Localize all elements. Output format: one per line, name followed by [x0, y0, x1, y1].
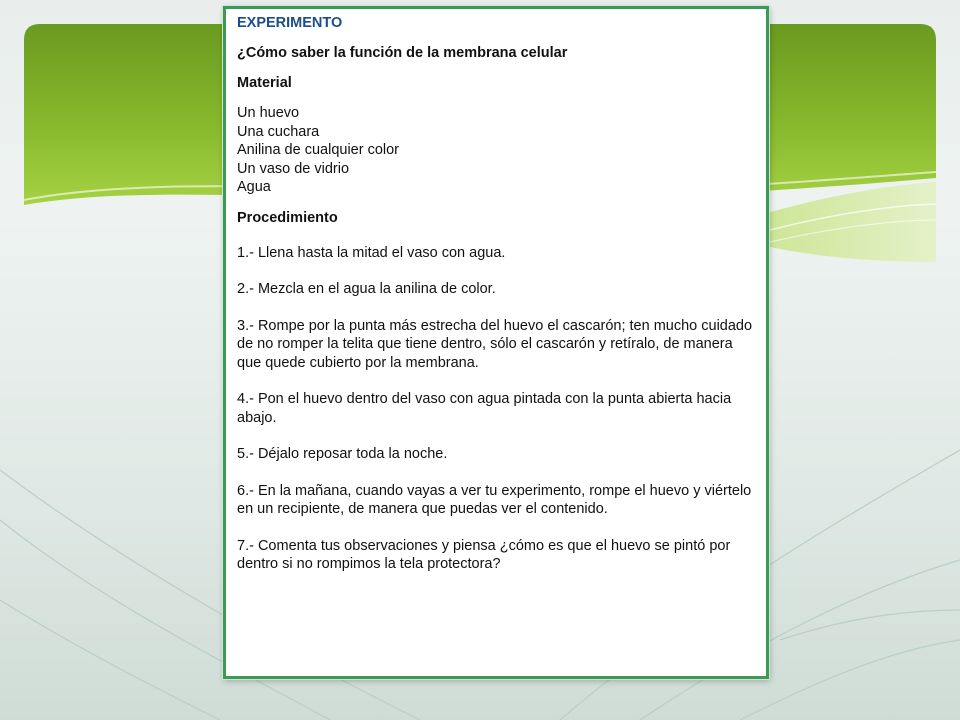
procedure-heading: Procedimiento [237, 209, 338, 226]
material-item: Anilina de cualquier color [237, 142, 400, 158]
document-title: EXPERIMENTO [237, 15, 343, 31]
procedure-step: 4.- Pon el huevo dentro del vaso con agua pintada con la punta abierta hacia abajo. [237, 391, 732, 426]
procedure-step: 5.- Déjalo reposar toda la noche. [237, 446, 448, 462]
procedure-step: 1.- Llena hasta la mitad el vaso con agua. [237, 244, 506, 261]
materials-heading: Material [237, 75, 292, 91]
document-question: ¿Cómo saber la función de la membrana celular [237, 45, 568, 61]
material-item: Un huevo [237, 105, 300, 121]
material-item: Un vaso de vidrio [237, 160, 350, 177]
light-swoosh [760, 182, 936, 262]
procedure-step: 7.- Comenta tus observaciones y piensa ¿cómo es que el huevo se pintó por dentro si no rompimos la tela protectora? [237, 537, 731, 572]
material-item: Una cuchara [237, 123, 320, 140]
procedure-step: 3.- Rompe por la punta más estrecha del huevo el cascarón; ten mucho cuidado de no romper la telita que tiene dentro, sólo el cascarón y retíralo, de manera que quede cubierto por la membrana. [237, 317, 753, 371]
procedure-step: 2.- Mezcla en el agua la anilina de color. [237, 281, 496, 297]
experiment-document [223, 6, 769, 679]
materials-list [237, 104, 756, 197]
procedure-step: 6.- En la mañana, cuando vayas a ver tu experimento, rompe el huevo y viértelo en un recipiente, de manera que puedas ver el contenido. [237, 482, 752, 517]
material-item: Agua [237, 179, 271, 195]
